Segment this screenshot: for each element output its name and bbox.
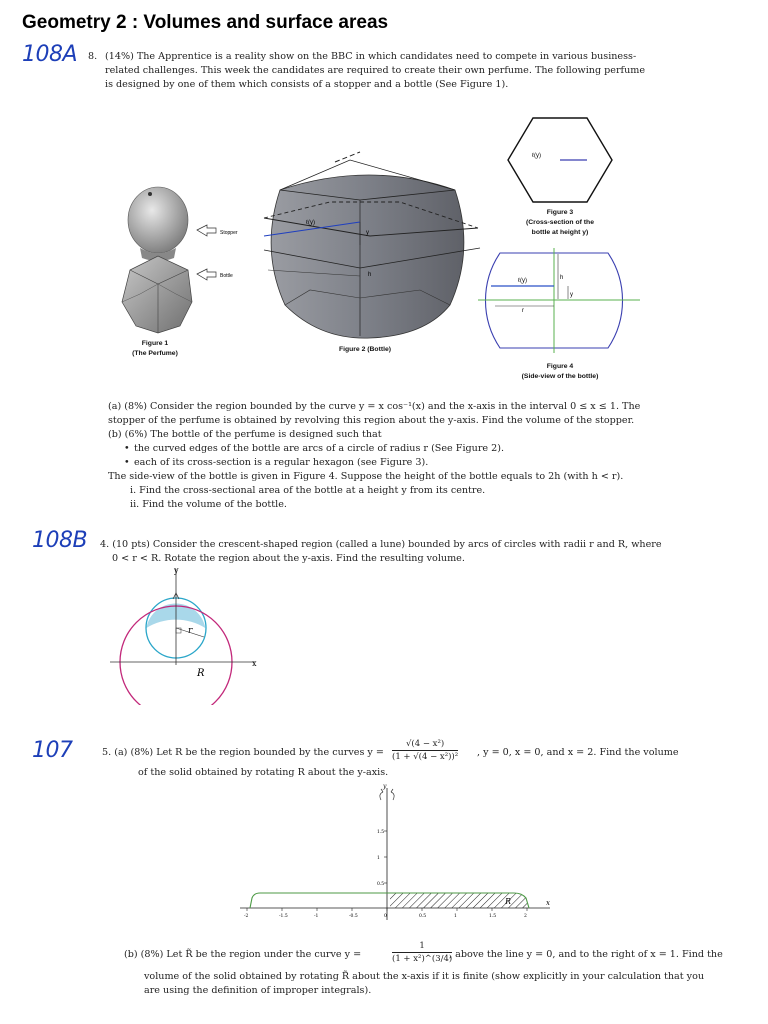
q5-y-tick-label: 0.5 [377, 882, 385, 887]
fig4-caption-line1: Figure 4 [546, 363, 574, 370]
q5a-prefix: 5. (a) (8%) Let R be the region bounded by the curves y = [102, 747, 384, 758]
q5-x-tick-label: -2 [244, 914, 249, 919]
q5-part-a [102, 738, 682, 778]
q4-label-R: R [197, 668, 205, 679]
q5-x-tick-label: 1 [454, 914, 457, 919]
fig4-caption-line2: (Side-view of the bottle) [521, 373, 599, 380]
fig3-label-l: ℓ(y) [532, 153, 541, 159]
q5a-fraction [392, 738, 458, 763]
handwritten-tag-107: 107 [32, 738, 73, 763]
stopper-arrow-icon [197, 225, 216, 236]
q5a-suffix: , y = 0, x = 0, and x = 2. Find the volume [477, 747, 679, 758]
q5-region-label: R [505, 897, 512, 906]
q5-axis-y: y [383, 783, 387, 790]
q5-y-tick-label: 1.5 [377, 830, 385, 835]
fig3-caption [505, 208, 615, 238]
fig2-caption: Figure 2 (Bottle) [338, 346, 392, 353]
q5-x-tick-label: 2 [524, 914, 527, 919]
q8-number: 8. [88, 51, 98, 62]
fig3-caption-line3: bottle at height y) [531, 229, 589, 236]
fig3-caption-line1: Figure 3 [546, 209, 574, 216]
figure-2-bottle [250, 140, 490, 345]
q5-x-tick-label: 0.5 [419, 914, 427, 919]
figure-4-side-view [478, 248, 640, 353]
q5-x-tick-label: -0.5 [349, 914, 358, 919]
q8-bullet-1: • the curved edges of the bottle are arcs of a circle of radius r (See Figure 2). [108, 442, 643, 456]
q4-label-r: r [188, 626, 193, 636]
q5b-line3: are using the definition of improper integrals). [144, 985, 372, 996]
q4-line1: 4. (10 pts) Consider the crescent-shaped region (called a lune) bounded by arcs of circles with radii r and R, where [100, 539, 662, 550]
fig2-label-l: ℓ(y) [306, 220, 315, 226]
q8-side-view: The side-view of the bottle is given in Figure 4. Suppose the height of the bottle equals to 2h (with h < r). [108, 471, 624, 482]
q5-part-b [124, 940, 749, 1005]
q5b-fraction [392, 940, 452, 965]
q5-y-ticks [377, 829, 387, 887]
q5b-frac-num: 1 [392, 940, 452, 953]
q8-bullet-2: • each of its cross-section is a regular hexagon (see Figure 3). [108, 456, 643, 470]
fig1-label-bottle: Bottle [220, 273, 233, 279]
q4-line2: 0 < r < R. Rotate the region about the y-axis. Find the resulting volume. [112, 553, 465, 564]
stopper-shape [128, 187, 188, 253]
q4-text [100, 538, 680, 566]
q8-part-b: (b) (6%) The bottle of the perfume is designed such that [108, 429, 382, 440]
handwritten-tag-108a: 108A [22, 42, 78, 67]
figure-3-hexagon [505, 115, 615, 205]
fig4-label-l: ℓ(y) [518, 278, 527, 284]
q8-intro: (14%) The Apprentice is a reality show on the BBC in which candidates need to compete in various business-related challenges. This week the candidates are required to create their own perfume. The following perfume is designed by one of them which consists of a stopper and a bottle (See Figure 1). [105, 51, 646, 90]
fig1-caption-line1: Figure 1 [141, 340, 169, 347]
fig4-label-h: h [560, 275, 564, 281]
q8-part-a: (a) (8%) Consider the region bounded by the curve y = x cos⁻¹(x) and the x-axis in the interval 0 ≤ x ≤ 1. The stopper of the perfume is obtained by revolving this region about the y-axis. Find the volume of the stopper. [108, 401, 641, 426]
fig4-caption [500, 362, 620, 382]
fig2-label-h: h [368, 272, 372, 278]
q8-parts [108, 400, 643, 512]
fig1-caption [110, 339, 200, 359]
q5b-line2: volume of the solid obtained by rotating R̃ about the x-axis if it is finite (show explicitly in your calculation that you [144, 971, 705, 982]
q4-axis-x: x [252, 659, 257, 668]
q4-axis-y: y [174, 566, 179, 575]
q5a-line2: of the solid obtained by rotating R about the y-axis. [138, 767, 389, 778]
fig3-caption-line2: (Cross-section of the [526, 219, 594, 226]
q5-x-ticks [244, 908, 527, 919]
q5b-frac-den: (1 + x²)^(3/4) [392, 954, 453, 964]
q8-intro-block [88, 50, 648, 92]
q5-x-tick-label: 1.5 [489, 914, 497, 919]
q5-axis-x: x [546, 899, 550, 907]
q5-y-tick-label: 1 [377, 856, 380, 861]
q5a-frac-den: (1 + √(4 − x²))² [392, 752, 459, 762]
q5-x-tick-label: 0 [384, 914, 387, 919]
q8-sub-i: i. Find the cross-sectional area of the bottle at a height y from its centre. [130, 485, 486, 496]
bottle-arrow-icon [197, 269, 216, 280]
q5-plot [240, 780, 560, 925]
bottle-shape [122, 256, 192, 333]
q5-x-tick-label: -1.5 [279, 914, 288, 919]
q5b-prefix: (b) (8%) Let R̃ be the region under the curve y = [124, 949, 362, 960]
page-title: Geometry 2 : Volumes and surface areas [22, 12, 389, 33]
q4-lune-figure [110, 565, 270, 705]
fig4-label-r: r [522, 308, 524, 314]
fig2-label-y: y [366, 230, 369, 236]
q5b-suffix: , above the line y = 0, and to the right of x = 1. Find the [449, 949, 723, 960]
q8-sub-ii: ii. Find the volume of the bottle. [130, 499, 287, 510]
q5-x-tick-label: -1 [314, 914, 319, 919]
fig4-label-y: y [570, 292, 573, 298]
fig1-label-stopper: Stopper [220, 230, 238, 236]
q5a-frac-num: √(4 − x²) [392, 738, 458, 751]
handwritten-tag-108b: 108B [32, 528, 88, 553]
fig1-caption-line2: (The Perfume) [132, 350, 178, 357]
